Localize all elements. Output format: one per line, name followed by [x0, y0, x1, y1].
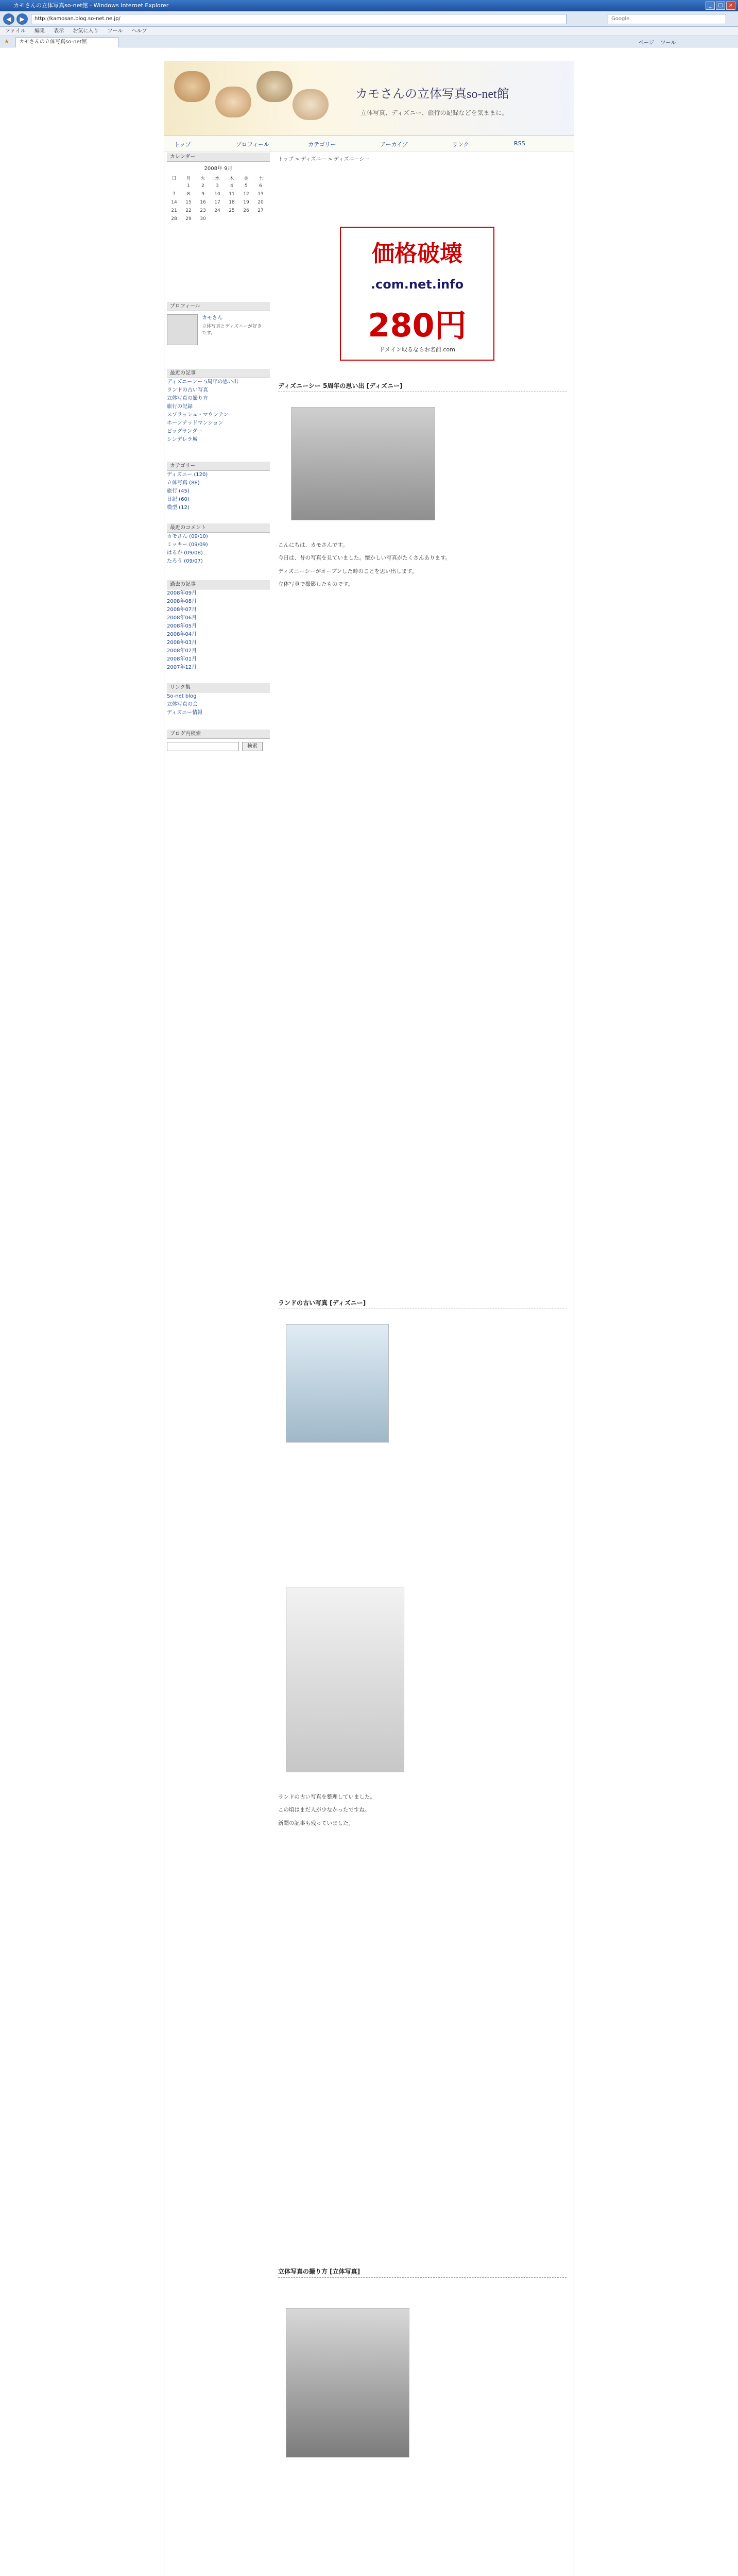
- forward-icon[interactable]: ▶: [16, 13, 28, 25]
- calendar-day[interactable]: [225, 215, 239, 223]
- link-item[interactable]: So-net blog: [167, 693, 197, 699]
- nav-link[interactable]: プロフィール: [236, 141, 269, 148]
- minimize-icon[interactable]: _: [706, 2, 715, 10]
- archive-item[interactable]: 2008年02月: [167, 648, 197, 654]
- site-subtitle: 立体写真、ディズニー、旅行の記録などを気ままに。: [361, 109, 508, 116]
- calendar-day[interactable]: 27: [258, 208, 264, 213]
- weekday: 土: [258, 176, 263, 181]
- calendar-day[interactable]: 10: [214, 192, 220, 197]
- tab-bar: [0, 36, 738, 47]
- recent-item[interactable]: 旅行の記録: [167, 404, 193, 410]
- category-item[interactable]: 模型 (12): [167, 505, 190, 511]
- profile-box: [167, 302, 270, 345]
- avatar[interactable]: [167, 314, 198, 345]
- menu-help[interactable]: ヘルプ: [131, 28, 147, 34]
- site-title[interactable]: カモさんの立体写真so-net館: [355, 88, 509, 101]
- menu-tools[interactable]: ツール: [107, 28, 123, 34]
- comment-item[interactable]: たろう (09/07): [167, 558, 203, 564]
- category-title: カテゴリー: [167, 462, 270, 471]
- calendar-day[interactable]: 18: [229, 200, 235, 205]
- archive-item[interactable]: 2008年09月: [167, 590, 197, 596]
- close-icon[interactable]: ×: [726, 2, 735, 10]
- search-box: [167, 730, 270, 751]
- post-paragraph: この頃はまだ人が少なかったですね。: [278, 1807, 370, 1813]
- profile-name[interactable]: カモさん: [202, 315, 222, 321]
- calendar-day[interactable]: 1: [187, 183, 190, 189]
- archive-item[interactable]: 2008年06月: [167, 615, 197, 621]
- blog-search-input[interactable]: [167, 742, 239, 751]
- url-input[interactable]: http://kamosan.blog.so-net.ne.jp/: [31, 14, 567, 24]
- tools-menu[interactable]: ツール: [660, 40, 676, 46]
- menu-file[interactable]: ファイル: [5, 28, 26, 34]
- calendar-day[interactable]: 19: [243, 200, 249, 205]
- nav-link[interactable]: トップ: [174, 141, 191, 148]
- recent-title: 最近の記事: [167, 369, 270, 378]
- comments-box: [167, 523, 270, 566]
- calendar-day[interactable]: 8: [187, 192, 190, 197]
- calendar-day[interactable]: 4: [230, 183, 233, 189]
- link-item[interactable]: ディズニー情報: [167, 710, 203, 716]
- ad-caption: ドメイン取るならお名前.com: [379, 346, 455, 353]
- calendar-day[interactable]: 15: [185, 200, 192, 205]
- calendar-title: カレンダー: [167, 152, 270, 162]
- window-title: カモさんの立体写真so-net館 - Windows Internet Explorer: [13, 2, 169, 9]
- comment-item[interactable]: カモさん (09/10): [167, 534, 208, 539]
- breadcrumb-text[interactable]: トップ > ディズニー > ディズニーシー: [278, 157, 370, 162]
- archive-item[interactable]: 2008年08月: [167, 599, 197, 604]
- nav-link[interactable]: リンク: [452, 141, 469, 148]
- ad-domains: .com.net.info: [370, 277, 464, 292]
- menu-view[interactable]: 表示: [54, 28, 64, 34]
- calendar-day[interactable]: 2: [201, 183, 204, 189]
- header-food-image: [174, 71, 210, 102]
- category-item[interactable]: 旅行 (45): [167, 488, 190, 494]
- calendar-day[interactable]: 25: [229, 208, 235, 213]
- nav-link[interactable]: アーカイブ: [380, 141, 408, 148]
- archive-item[interactable]: 2008年03月: [167, 640, 197, 646]
- post-paragraph: ランドの古い写真を整理していました。: [278, 1793, 375, 1800]
- calendar-day[interactable]: 23: [200, 208, 206, 213]
- nav-link[interactable]: RSS: [514, 140, 525, 147]
- post-title[interactable]: ランドの古い写真 [ディズニー]: [278, 1298, 567, 1309]
- comments-title: 最近のコメント: [167, 523, 270, 533]
- toolbar-tools: [639, 38, 676, 46]
- post-photo[interactable]: [286, 2308, 409, 2458]
- category-item[interactable]: 立体写真 (88): [167, 480, 200, 486]
- archive-box: [167, 580, 270, 672]
- menu-edit[interactable]: 編集: [35, 28, 45, 34]
- newspaper-photo[interactable]: [286, 1587, 404, 1772]
- calendar-day[interactable]: 26: [243, 208, 249, 213]
- recent-item[interactable]: ランドの古い写真: [167, 387, 208, 393]
- menu-favorites[interactable]: お気に入り: [73, 28, 99, 34]
- header-food-image: [215, 87, 251, 117]
- recent-item[interactable]: シンデレラ城: [167, 437, 198, 443]
- post-body: [278, 536, 567, 594]
- calendar-day[interactable]: 30: [200, 216, 206, 222]
- recent-item[interactable]: スプラッシュ・マウンテン: [167, 412, 229, 418]
- archive-title: 過去の記事: [167, 580, 270, 589]
- calendar-day[interactable]: [210, 215, 225, 223]
- calendar-day[interactable]: [239, 215, 253, 223]
- header-food-image: [256, 71, 293, 102]
- post: [278, 2267, 567, 2278]
- calendar-day[interactable]: 6: [259, 183, 262, 189]
- calendar-day[interactable]: 14: [171, 200, 177, 205]
- favorites-star-icon[interactable]: ★: [4, 38, 9, 45]
- ad-banner[interactable]: [340, 227, 494, 361]
- calendar-box: [167, 152, 270, 223]
- calendar-day[interactable]: [167, 182, 181, 190]
- blog-search-title: ブログ内検索: [167, 730, 270, 739]
- archive-item[interactable]: 2007年12月: [167, 665, 197, 670]
- post-title[interactable]: 立体写真の撮り方 [立体写真]: [278, 2267, 567, 2278]
- weekday: 金: [244, 176, 249, 181]
- maximize-icon[interactable]: □: [716, 2, 725, 10]
- comment-item[interactable]: ミッキー (09/09): [167, 542, 208, 548]
- calendar-table: [167, 174, 268, 223]
- menu-bar: [0, 27, 738, 36]
- links-box: [167, 683, 270, 717]
- post: [278, 381, 567, 392]
- weekday: 月: [186, 176, 191, 181]
- header-food-image: [293, 89, 329, 120]
- post-paragraph: ディズニーシーがオープンした時のことを思い出します。: [278, 568, 418, 574]
- archive-item[interactable]: 2008年07月: [167, 607, 197, 613]
- category-box: [167, 462, 270, 512]
- page-menu[interactable]: ページ: [639, 40, 654, 46]
- calendar-day[interactable]: 16: [200, 200, 206, 205]
- calendar-day[interactable]: [253, 215, 268, 223]
- archive-item[interactable]: 2008年04月: [167, 632, 197, 637]
- calendar-day[interactable]: 12: [243, 192, 249, 197]
- recent-item[interactable]: ビッグサンダー: [167, 429, 202, 434]
- category-item[interactable]: ディズニー (120): [167, 472, 208, 478]
- calendar-day[interactable]: 5: [245, 183, 248, 189]
- category-item[interactable]: 日記 (60): [167, 497, 190, 502]
- archive-item[interactable]: 2008年01月: [167, 656, 197, 662]
- post-title[interactable]: ディズニーシー 5周年の思い出 [ディズニー]: [278, 381, 567, 392]
- search-input[interactable]: Google: [608, 14, 726, 24]
- post-paragraph: 立体写真で撮影したものです。: [278, 581, 354, 587]
- post-photo[interactable]: [291, 407, 435, 520]
- post-paragraph: 新聞の記事も残っていました。: [278, 1820, 354, 1826]
- comment-item[interactable]: はるか (09/08): [167, 550, 203, 556]
- calendar-day[interactable]: 17: [214, 200, 220, 205]
- ad-price: 280円: [368, 307, 467, 344]
- recent-item[interactable]: 立体写真の撮り方: [167, 396, 208, 401]
- weekday: 水: [215, 176, 220, 181]
- profile-text: 立体写真とディズニーが好きです。: [202, 324, 262, 336]
- calendar-day[interactable]: 24: [214, 208, 220, 213]
- calendar-day[interactable]: 29: [185, 216, 192, 222]
- address-bar: [0, 11, 738, 27]
- calendar-day[interactable]: 22: [185, 208, 192, 213]
- link-item[interactable]: 立体写真の会: [167, 702, 198, 707]
- recent-item[interactable]: ホーンテッドマンション: [167, 420, 224, 426]
- calendar-day[interactable]: 20: [258, 200, 264, 205]
- post-paragraph: こんにちは、カモさんです。: [278, 541, 348, 548]
- post-photo[interactable]: [286, 1324, 389, 1443]
- nav-link[interactable]: カテゴリー: [308, 141, 336, 148]
- calendar-day[interactable]: 21: [171, 208, 177, 213]
- weekday: 火: [200, 176, 205, 181]
- recent-item[interactable]: ディズニーシー 5周年の思い出: [167, 379, 238, 385]
- calendar-day[interactable]: 7: [173, 192, 176, 197]
- tab-current[interactable]: カモさんの立体写真so-net館: [15, 37, 118, 47]
- ad-headline: 価格破壊: [372, 241, 462, 266]
- blog-nav: [164, 136, 574, 151]
- back-icon[interactable]: ◀: [3, 13, 14, 25]
- calendar-day[interactable]: 9: [201, 192, 204, 197]
- breadcrumb: [278, 155, 567, 162]
- post-paragraph: 今日は、昔の写真を見ていました。懐かしい写真がたくさんあります。: [278, 555, 451, 561]
- archive-item[interactable]: 2008年05月: [167, 623, 197, 629]
- weekday: 木: [229, 176, 234, 181]
- calendar-day[interactable]: 13: [258, 192, 264, 197]
- blog-search-button[interactable]: 検索: [242, 742, 263, 751]
- links-title: リンク集: [167, 683, 270, 692]
- recent-box: [167, 369, 270, 444]
- weekday: 日: [171, 176, 177, 181]
- calendar-day[interactable]: 28: [171, 216, 177, 222]
- window-title-bar: [0, 0, 738, 11]
- calendar-month: 2008年 9月: [204, 166, 233, 172]
- post-body: [278, 1788, 567, 1833]
- calendar-day[interactable]: 3: [216, 183, 219, 189]
- post: [278, 1298, 567, 1309]
- calendar-day[interactable]: 11: [229, 192, 235, 197]
- profile-title: プロフィール: [167, 302, 270, 311]
